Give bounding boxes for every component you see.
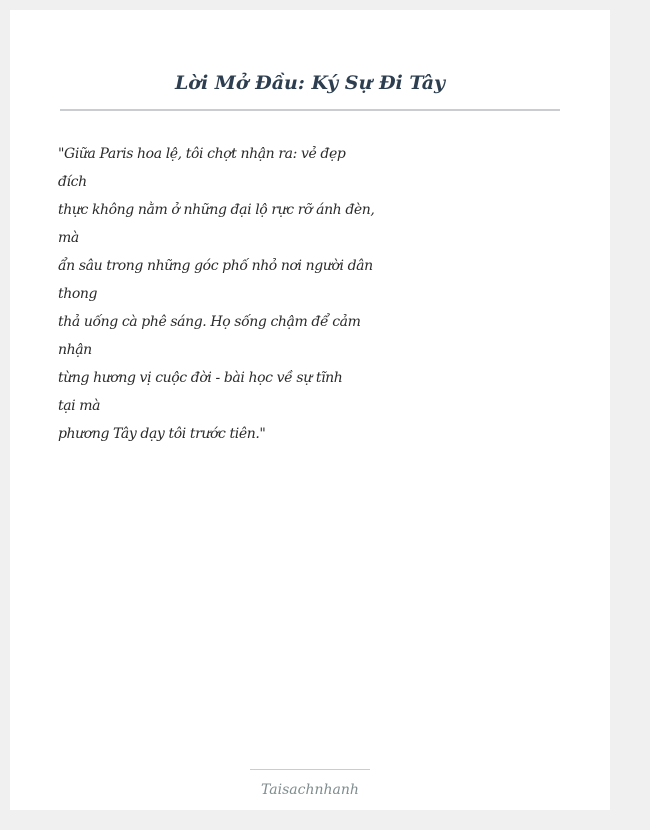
footer-brand: Taisachnhanh	[261, 782, 359, 798]
poem-line: mà	[58, 230, 79, 246]
poem-line: tại mà	[58, 398, 101, 414]
poem-line: ẩn sâu trong những góc phố nhỏ nơi người dân	[58, 258, 373, 274]
footer-divider	[250, 769, 370, 770]
title-divider	[60, 109, 560, 111]
poem-line: đích	[58, 174, 87, 190]
poem-line: thực không nằm ở những đại lộ rực rỡ ánh đèn,	[58, 202, 375, 218]
page-title: Lời Mở Đầu: Ký Sự Đi Tây	[174, 72, 446, 94]
poem-block	[58, 140, 378, 448]
poem-line: phương Tây dạy tôi trước tiên."	[58, 426, 266, 442]
document-page	[10, 10, 610, 810]
poem-line: thả uống cà phê sáng. Họ sống chậm để cảm	[58, 314, 361, 330]
poem-line: thong	[58, 286, 98, 302]
poem-line: từng hương vị cuộc đời - bài học về sự tĩnh	[58, 370, 343, 386]
poem-line: nhận	[58, 342, 92, 358]
poem-line: "Giữa Paris hoa lệ, tôi chợt nhận ra: vẻ đẹp	[58, 146, 346, 162]
